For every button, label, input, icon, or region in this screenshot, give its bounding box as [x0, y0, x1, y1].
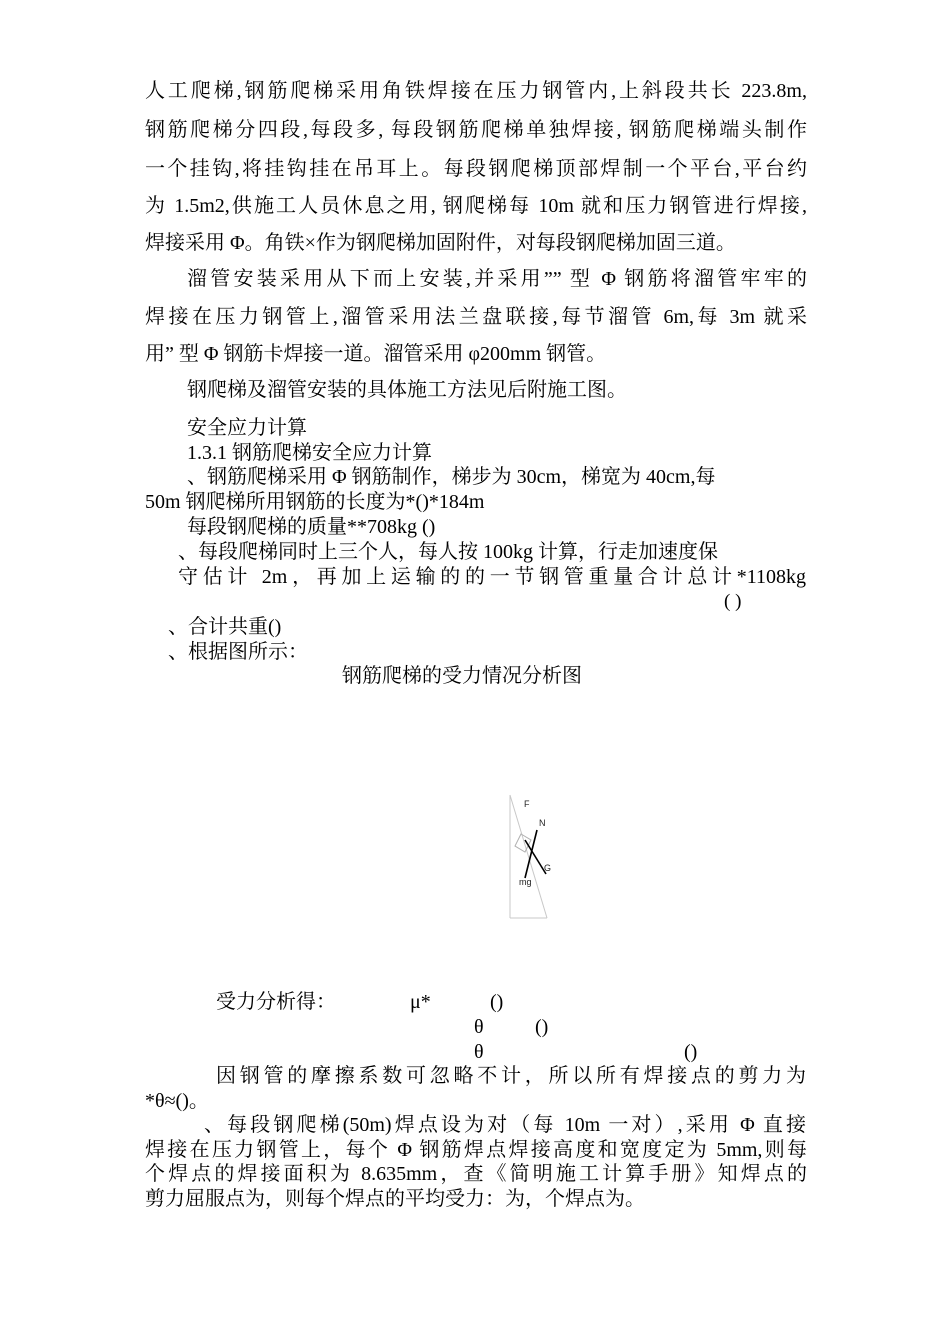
subsection-title: 1.3.1 钢筋爬梯安全应力计算 — [187, 442, 432, 464]
paragraph5-line-4: 剪力屈服点为，则每个焊点的平均受力：为，个焊点为。 — [145, 1188, 645, 1210]
analysis-theta-1: θ — [474, 1016, 484, 1038]
paragraph2-line-3: 用” 型 Φ 钢筋卡焊接一道。溜管采用 φ200mm 钢管。 — [145, 343, 607, 365]
section-title: 安全应力计算 — [187, 417, 307, 439]
item4: 、合计共重() — [168, 616, 282, 638]
item5: 、根据图所示： — [168, 641, 308, 663]
paragraph4-line-1: 因钢管的摩擦系数可忽略不计，所以所有焊接点的剪力为 — [216, 1065, 806, 1087]
label-mg: mg — [519, 877, 532, 887]
paragraph2-line-1: 溜管安装采用从下而上安装,并采用”” 型 Φ 钢筋将溜管牢牢的 — [187, 268, 807, 290]
paragraph5-line-3: 个焊点的焊接面积为 8.635mm，查《简明施工计算手册》知焊点的 — [145, 1163, 807, 1185]
paragraph4-line-2: *θ≈()。 — [145, 1090, 209, 1112]
analysis-paren-3: () — [684, 1041, 698, 1063]
label-f: F — [524, 799, 530, 809]
force-diagram — [505, 790, 555, 920]
label-n: N — [539, 818, 546, 828]
paragraph1-line-2: 钢筋爬梯分四段,每段多, 每段钢筋爬梯单独焊接, 钢筋爬梯端头制作 — [145, 119, 807, 141]
analysis-paren-1: () — [490, 991, 504, 1013]
item3-line-1: 、每段爬梯同时上三个人，每人按 100kg 计算，行走加速度保 — [178, 541, 718, 563]
item1-line-2: 50m 钢爬梯所用钢筋的长度为*()*184m — [145, 491, 485, 513]
analysis-theta-2: θ — [474, 1041, 484, 1063]
diagram-slope-edge — [510, 795, 547, 918]
paragraph5-line-1: 、每段钢爬梯(50m)焊点设为对（每 10m 一对）,采用 Φ 直接 — [204, 1114, 806, 1136]
item3-line-3: ( ) — [724, 591, 742, 612]
paragraph1-line-4: 为 1.5m2,供施工人员休息之用, 钢爬梯每 10m 就和压力钢管进行焊接, — [145, 195, 807, 217]
label-g: G — [544, 863, 552, 873]
figure-caption: 钢筋爬梯的受力情况分析图 — [342, 665, 582, 687]
paragraph1-line-3: 一个挂钩,将挂钩挂在吊耳上。每段钢爬梯顶部焊制一个平台,平台约 — [145, 158, 807, 180]
analysis-paren-2: () — [535, 1016, 549, 1038]
paragraph1-line-1: 人工爬梯,钢筋爬梯采用角铁焊接在压力钢管内,上斜段共长 223.8m, — [145, 80, 807, 102]
paragraph1-line-5: 焊接采用 Φ。角铁×作为钢爬梯加固附件，对每段钢爬梯加固三道。 — [145, 232, 736, 254]
paragraph5-line-2: 焊接在压力钢管上，每个 Φ 钢筋焊点焊接高度和宽度定为 5mm,则每 — [145, 1139, 807, 1161]
paragraph3: 钢爬梯及溜管安装的具体施工方法见后附施工图。 — [187, 379, 627, 401]
item1-line-1: 、钢筋爬梯采用 Φ 钢筋制作，梯步为 30cm，梯宽为 40cm,每 — [187, 466, 716, 488]
analysis-mu: μ* — [410, 991, 431, 1013]
paragraph2-line-2: 焊接在压力钢管上,溜管采用法兰盘联接,每节溜管 6m,每 3m 就采 — [145, 306, 807, 328]
item3-line-2: 守估计 2m，再加上运输的的一节钢管重量合计总计*1108kg — [178, 566, 806, 588]
analysis-label: 受力分析得： — [216, 991, 336, 1013]
item2: 每段钢爬梯的质量**708kg () — [187, 516, 436, 538]
